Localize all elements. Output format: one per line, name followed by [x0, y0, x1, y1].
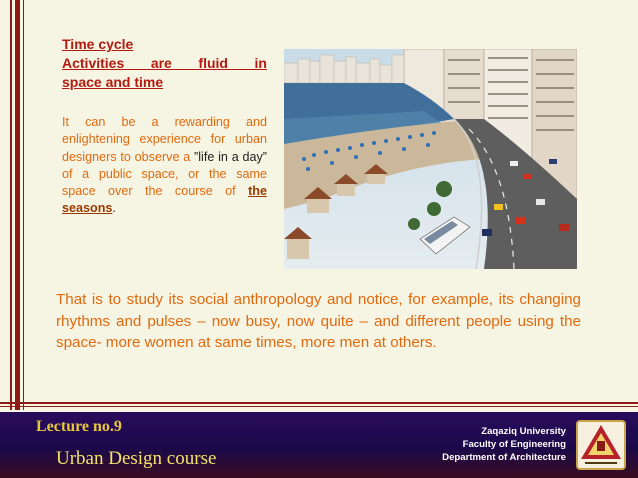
intro-text: It can be a rewarding and enlightening experience for urban designers to observe a	[62, 115, 267, 164]
title-line: space and time	[62, 74, 164, 90]
faculty-name: Faculty of Engineering	[462, 439, 566, 450]
frame-line	[0, 402, 638, 404]
frame-bar	[23, 0, 24, 410]
frame-line	[0, 406, 638, 407]
lecture-number: Lecture no.9	[36, 418, 122, 435]
course-name: Urban Design course	[56, 448, 217, 469]
institution-block	[442, 425, 566, 464]
intro-text: of a public space, or the same space over the course of	[62, 166, 267, 199]
intro-paragraph	[62, 114, 267, 218]
frame-bar	[10, 0, 12, 410]
intro-quote: ”life in a day”	[194, 149, 267, 164]
title-line: Time cycle	[62, 36, 134, 52]
university-name: Zaqaziq University	[481, 426, 566, 437]
university-logo-icon	[575, 419, 627, 471]
seasons-link[interactable]: the seasons	[62, 184, 267, 216]
intro-end: .	[112, 201, 116, 216]
department-name: Department of Architecture	[442, 452, 566, 463]
body-paragraph: That is to study its social anthropology and notice, for example, its changing rhythms and pulses – now busy, now quite – and different people using the space- more women at same times, more men at others.	[56, 291, 581, 351]
title-line: Activities are fluid in	[62, 55, 267, 71]
slide-title	[62, 35, 267, 92]
corniche-photo	[284, 49, 577, 269]
frame-bar	[15, 0, 20, 410]
